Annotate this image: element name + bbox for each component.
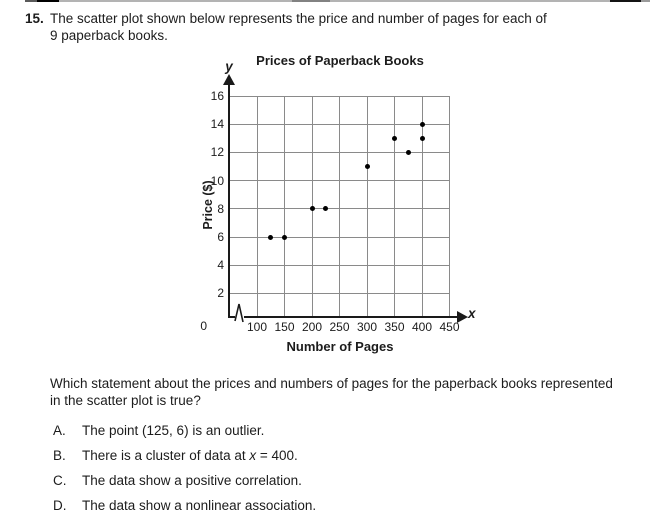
gridline-horizontal <box>229 96 450 97</box>
x-axis-line <box>228 316 458 318</box>
y-tick-label: 16 <box>210 89 224 103</box>
intro-text-line1: The scatter plot shown below represents the price and number of pages for each of <box>50 11 547 26</box>
y-tick-label: 10 <box>210 173 224 188</box>
data-point <box>323 206 328 211</box>
gridline-vertical <box>257 96 258 317</box>
answer-option-a <box>53 423 264 438</box>
origin-label: 0 <box>200 319 207 333</box>
gridline-horizontal <box>229 124 450 125</box>
x-tick-label: 450 <box>439 320 460 334</box>
option-letter: B. <box>53 448 66 463</box>
x-tick-label: 150 <box>274 320 295 334</box>
option-text: The data show a positive correlation. <box>82 473 302 488</box>
gridline-vertical <box>367 96 368 317</box>
y-axis-line <box>228 83 230 318</box>
gridline-horizontal <box>229 265 450 266</box>
data-point <box>282 235 287 240</box>
answer-option-b <box>53 448 298 463</box>
option-text: There is a cluster of data at x = 400. <box>82 448 298 463</box>
answer-option-c <box>53 473 302 488</box>
gridline-horizontal <box>229 293 450 294</box>
option-letter: A. <box>53 423 66 438</box>
data-point <box>365 164 370 169</box>
x-axis-arrow-icon <box>457 311 468 323</box>
answer-option-d <box>53 498 316 513</box>
data-point <box>420 136 425 141</box>
x-axis-title: Number of Pages <box>286 339 394 354</box>
x-tick-label: 100 <box>246 320 268 334</box>
intro-text-line2: 9 paperback books. <box>50 28 168 43</box>
gridline-horizontal <box>229 152 450 153</box>
option-letter: C. <box>53 473 67 488</box>
option-text: The data show a nonlinear association. <box>82 498 317 513</box>
x-tick-label: 350 <box>384 320 405 334</box>
y-tick-label: 4 <box>217 258 224 273</box>
x-tick-label: 400 <box>411 320 433 334</box>
data-point <box>268 235 273 240</box>
question-text-line1: Which statement about the prices and numbers of pages for the paperback books represented <box>50 376 613 391</box>
y-tick-label: 6 <box>217 230 224 244</box>
y-tick-label: 2 <box>217 286 224 301</box>
gridline-vertical <box>284 96 285 317</box>
gridline-horizontal <box>229 208 450 209</box>
data-point <box>420 122 425 127</box>
data-point <box>406 150 411 155</box>
option-letter: D. <box>53 498 67 513</box>
y-tick-label: 12 <box>210 145 224 160</box>
y-axis-title: Price ($) <box>201 180 215 230</box>
gridline-vertical <box>422 96 423 317</box>
chart-title: Prices of Paperback Books <box>256 53 424 68</box>
axis-break-icon <box>233 301 247 323</box>
gridline-horizontal <box>229 180 450 181</box>
gridline-vertical <box>339 96 340 317</box>
y-tick-label: 8 <box>217 201 224 216</box>
y-tick-label: 14 <box>210 117 224 132</box>
x-axis-letter: x <box>468 306 476 321</box>
option-text: The point (125, 6) is an outlier. <box>82 423 265 438</box>
question-number: 15. <box>25 11 44 26</box>
gridline-vertical <box>449 96 450 317</box>
question-text-line2: in the scatter plot is true? <box>50 393 201 408</box>
data-point <box>392 136 397 141</box>
gridline-vertical <box>394 96 395 317</box>
x-tick-label: 250 <box>329 320 350 334</box>
y-axis-letter: y <box>225 59 233 74</box>
gridline-horizontal <box>229 237 450 238</box>
x-tick-label: 300 <box>356 320 378 334</box>
data-point <box>310 206 315 211</box>
x-tick-label: 200 <box>301 320 323 334</box>
